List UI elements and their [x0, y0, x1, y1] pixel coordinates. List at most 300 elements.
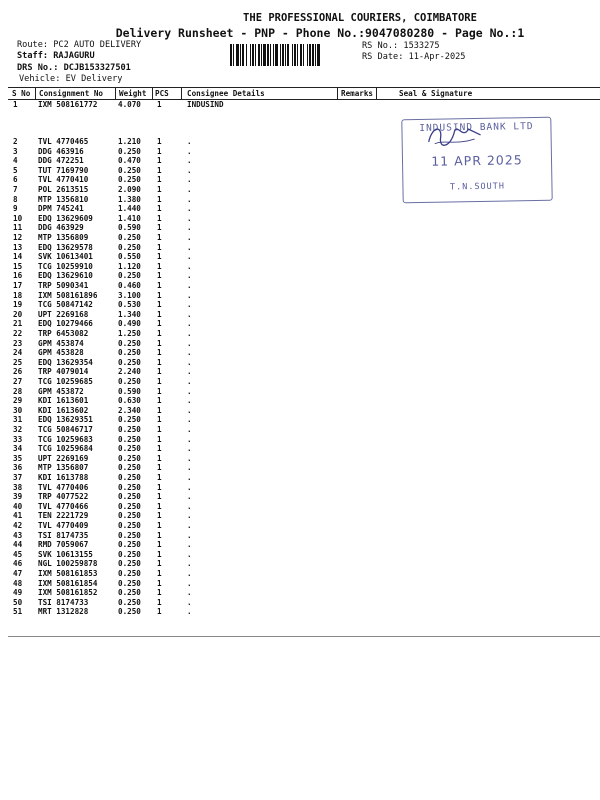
col-header-consignee: Consignee Details — [187, 89, 265, 98]
row-weight: 0.250 — [118, 233, 141, 242]
row-sno: 1 — [13, 100, 18, 109]
row-sno: 12 — [13, 233, 23, 242]
row-weight: 2.340 — [118, 405, 141, 415]
row-consignment: TRP 4079014 — [38, 367, 89, 377]
table-row — [0, 483, 600, 493]
col-divider — [337, 87, 338, 99]
table-row — [0, 387, 600, 397]
row-pcs: 1 — [157, 271, 162, 281]
row-consignment: UPT 2269168 — [38, 309, 89, 319]
row-consignment: MTP 1356810 — [38, 194, 89, 204]
row-sno: 9 — [13, 204, 18, 214]
row-pcs: 1 — [157, 511, 162, 521]
table-row — [0, 588, 600, 598]
row-pcs: 1 — [157, 405, 162, 415]
runsheet-title: Delivery Runsheet - PNP - Phone No.:9047080280 - Page No.:1 — [115, 26, 525, 40]
row-sno: 43 — [13, 530, 23, 540]
barcode-bar — [230, 44, 232, 66]
row-weight: 1.120 — [118, 261, 141, 271]
row-weight: 1.380 — [118, 194, 141, 204]
row-pcs: 1 — [157, 185, 162, 194]
row-pcs: 1 — [157, 473, 162, 482]
row-consignee: . — [187, 213, 192, 223]
row-weight: 1.410 — [118, 213, 141, 223]
row-weight: 0.250 — [118, 607, 141, 617]
row-weight: 0.250 — [118, 357, 141, 367]
row-sno: 36 — [13, 463, 23, 473]
table-row — [0, 233, 600, 243]
row-weight: 0.250 — [118, 578, 141, 588]
row-consignment: SVK 10613401 — [38, 252, 93, 262]
row-weight: 0.250 — [118, 146, 141, 156]
row-consignee: . — [187, 377, 192, 386]
table-row — [0, 281, 600, 291]
row-pcs: 1 — [157, 597, 162, 607]
row-pcs: 1 — [157, 329, 162, 338]
row-sno: 4 — [13, 156, 18, 166]
row-sno: 35 — [13, 453, 23, 463]
barcode-bar — [236, 44, 239, 66]
table-row — [0, 406, 600, 416]
row-weight: 2.090 — [118, 185, 141, 194]
row-consignment: SVK 10613155 — [38, 549, 93, 559]
barcode — [230, 44, 357, 66]
row-consignment: EDQ 13629351 — [38, 415, 93, 425]
row-pcs: 1 — [157, 146, 162, 156]
row-pcs: 1 — [157, 319, 162, 329]
row-weight: 0.530 — [118, 300, 141, 310]
barcode-bar — [233, 44, 234, 66]
row-weight: 0.250 — [118, 444, 141, 454]
row-sno: 25 — [13, 357, 23, 367]
row-consignment: MTP 1356809 — [38, 233, 89, 242]
row-weight: 0.250 — [118, 521, 141, 530]
row-pcs: 1 — [157, 223, 162, 233]
row-weight: 0.250 — [118, 569, 141, 578]
row-consignment: DDG 472251 — [38, 156, 84, 166]
row-consignee: . — [187, 281, 192, 290]
row-pcs: 1 — [157, 415, 162, 425]
table-row — [0, 531, 600, 541]
row-consignment: DDG 463916 — [38, 146, 84, 156]
row-pcs: 1 — [157, 357, 162, 367]
row-sno: 37 — [13, 473, 23, 482]
barcode-bar — [275, 44, 278, 66]
barcode-bar — [315, 44, 316, 66]
row-pcs: 1 — [157, 233, 162, 242]
row-pcs: 1 — [157, 386, 162, 396]
table-top-rule — [8, 87, 600, 88]
row-consignment: GPM 453872 — [38, 386, 84, 396]
row-weight: 0.250 — [118, 501, 141, 511]
row-sno: 33 — [13, 434, 23, 444]
row-sno: 6 — [13, 175, 18, 185]
barcode-bar — [303, 44, 304, 66]
table-row — [0, 579, 600, 589]
row-consignee: . — [187, 597, 192, 607]
row-weight: 0.590 — [118, 386, 141, 396]
row-sno: 40 — [13, 501, 23, 511]
row-consignee: . — [187, 137, 192, 146]
row-weight: 3.100 — [118, 290, 141, 300]
row-sno: 13 — [13, 242, 23, 252]
row-consignment: DPM 745241 — [38, 204, 84, 214]
row-consignee: . — [187, 204, 192, 214]
table-row — [0, 396, 600, 406]
rs-number: RS No.: 1533275 — [362, 41, 440, 51]
table-row — [0, 502, 600, 512]
row-consignment: GPM 453828 — [38, 348, 84, 358]
row-consignee: . — [187, 194, 192, 204]
barcode-bar — [252, 44, 254, 66]
row-sno: 48 — [13, 578, 23, 588]
barcode-bar — [267, 44, 269, 66]
row-pcs: 1 — [157, 252, 162, 262]
row-consignee: . — [187, 501, 192, 511]
row-weight: 0.250 — [118, 540, 141, 550]
row-consignment: TCG 10259683 — [38, 434, 93, 444]
row-sno: 27 — [13, 377, 23, 386]
row-weight: 0.490 — [118, 319, 141, 329]
row-sno: 50 — [13, 597, 23, 607]
row-weight: 1.210 — [118, 137, 141, 146]
row-consignment: EDQ 10279466 — [38, 319, 93, 329]
row-consignment: EDQ 13629609 — [38, 213, 93, 223]
row-weight: 0.250 — [118, 511, 141, 521]
row-consignee: . — [187, 348, 192, 358]
row-consignment: TVL 4770406 — [38, 482, 89, 492]
row-weight: 0.250 — [118, 271, 141, 281]
row-pcs: 1 — [157, 156, 162, 166]
barcode-bar — [307, 44, 308, 66]
row-sno: 44 — [13, 540, 23, 550]
row-weight: 0.250 — [118, 530, 141, 540]
row-consignment: KDI 1613788 — [38, 473, 89, 482]
row-weight: 0.250 — [118, 492, 141, 502]
row-consignee: . — [187, 367, 192, 377]
table-row — [0, 559, 600, 569]
table-row — [0, 243, 600, 253]
row-consignment: IXM 508161852 — [38, 588, 98, 598]
barcode-bar — [240, 44, 241, 66]
row-consignee: . — [187, 261, 192, 271]
table-row — [0, 511, 600, 521]
col-divider — [376, 87, 377, 99]
row-sno: 18 — [13, 290, 23, 300]
row-weight: 0.250 — [118, 348, 141, 358]
row-weight: 0.250 — [118, 453, 141, 463]
row-consignee: . — [187, 569, 192, 578]
row-sno: 19 — [13, 300, 23, 310]
barcode-bar — [258, 44, 260, 66]
row-sno: 10 — [13, 213, 23, 223]
row-weight: 0.250 — [118, 463, 141, 473]
drs-line — [17, 63, 131, 73]
barcode-bar — [263, 44, 266, 66]
row-sno: 15 — [13, 261, 23, 271]
row-pcs: 1 — [157, 444, 162, 454]
row-weight: 0.250 — [118, 597, 141, 607]
row-pcs: 1 — [157, 194, 162, 204]
row-consignee: . — [187, 521, 192, 530]
row-pcs: 1 — [157, 261, 162, 271]
table-row — [0, 223, 600, 233]
row-sno: 8 — [13, 194, 18, 204]
barcode-bar — [287, 44, 289, 66]
table-row — [0, 348, 600, 358]
table-row — [0, 463, 600, 473]
row-consignee: . — [187, 252, 192, 262]
row-sno: 23 — [13, 338, 23, 348]
row-consignment: KDI 1613602 — [38, 405, 89, 415]
row-sno: 26 — [13, 367, 23, 377]
barcode-bar — [273, 44, 274, 66]
table-bottom-rule — [8, 636, 600, 637]
row-consignment: TRP 6453082 — [38, 329, 89, 338]
table-row — [0, 271, 600, 281]
row-weight: 0.250 — [118, 549, 141, 559]
row-consignee: . — [187, 588, 192, 598]
row-weight: 1.440 — [118, 204, 141, 214]
row-sno: 41 — [13, 511, 23, 521]
row-consignee: . — [187, 271, 192, 281]
table-row — [0, 310, 600, 320]
row-pcs: 1 — [157, 463, 162, 473]
row-pcs: 1 — [157, 377, 162, 386]
row-consignment: IXM 508161854 — [38, 578, 98, 588]
barcode-bar — [250, 44, 251, 66]
row-consignee: . — [187, 242, 192, 252]
table-row — [0, 521, 600, 531]
row-pcs: 1 — [157, 137, 162, 146]
row-consignment: TRP 4077522 — [38, 492, 89, 502]
row-weight: 0.250 — [118, 425, 141, 434]
row-pcs: 1 — [157, 175, 162, 185]
row-consignment: TCG 10259684 — [38, 444, 93, 454]
row-consignee: . — [187, 146, 192, 156]
row-weight: 0.250 — [118, 434, 141, 444]
row-sno: 39 — [13, 492, 23, 502]
staff-name: RAJAGURU — [53, 51, 95, 61]
barcode-bar — [246, 44, 247, 66]
row-pcs: 1 — [157, 492, 162, 502]
barcode-bar — [294, 44, 296, 66]
col-header-seal: Seal & Signature — [399, 89, 473, 98]
row-consignee: . — [187, 386, 192, 396]
row-sno: 30 — [13, 405, 23, 415]
barcode-bar — [261, 44, 262, 66]
table-row — [0, 550, 600, 560]
table-row — [0, 425, 600, 435]
table-row — [0, 435, 600, 445]
row-pcs: 1 — [157, 530, 162, 540]
row-sno: 32 — [13, 425, 23, 434]
stamp-branch: T.N.SOUTH — [449, 181, 506, 193]
row-pcs: 1 — [157, 501, 162, 511]
row-weight: 0.470 — [118, 156, 141, 166]
barcode-bar — [242, 44, 244, 66]
row-weight: 0.250 — [118, 588, 141, 598]
row-consignment: RMD 7059067 — [38, 540, 89, 550]
row-pcs: 1 — [157, 204, 162, 214]
row-consignment: TCG 50847142 — [38, 300, 93, 310]
col-divider — [181, 87, 182, 99]
barcode-bar — [317, 44, 320, 66]
row-consignee: . — [187, 607, 192, 617]
row-sno: 47 — [13, 569, 23, 578]
row-pcs: 1 — [157, 549, 162, 559]
vehicle-label: Vehicle: EV Delivery — [19, 74, 123, 84]
row-pcs: 1 — [157, 290, 162, 300]
barcode-bar — [300, 44, 302, 66]
staff-line — [17, 51, 95, 61]
table-row — [0, 300, 600, 310]
row-consignment: TUT 7169790 — [38, 165, 89, 175]
barcode-bar — [285, 44, 286, 66]
row-pcs: 1 — [157, 309, 162, 319]
table-row — [0, 367, 600, 377]
row-consignment: MTP 1356807 — [38, 463, 89, 473]
col-divider — [152, 87, 153, 99]
row-consignee: . — [187, 309, 192, 319]
row-pcs: 1 — [157, 559, 162, 569]
row-sno: 29 — [13, 396, 23, 406]
row-pcs: 1 — [157, 100, 162, 109]
row-sno: 17 — [13, 281, 23, 290]
row-consignee: . — [187, 530, 192, 540]
row-consignee: . — [187, 165, 192, 175]
row-weight: 1.250 — [118, 329, 141, 338]
barcode-bar — [312, 44, 314, 66]
row-sno: 46 — [13, 559, 23, 569]
row-consignment: IXM 508161772 — [38, 100, 98, 109]
row-pcs: 1 — [157, 300, 162, 310]
table-row — [0, 569, 600, 579]
col-header-pcs: PCS — [155, 89, 169, 98]
row-sno: 11 — [13, 223, 23, 233]
barcode-bar — [255, 44, 256, 66]
row-consignment: IXM 508161853 — [38, 569, 98, 578]
row-weight: 1.340 — [118, 309, 141, 319]
table-row — [0, 100, 600, 110]
row-sno: 51 — [13, 607, 23, 617]
row-consignee: . — [187, 578, 192, 588]
row-pcs: 1 — [157, 578, 162, 588]
col-header-weight: Weight — [119, 89, 147, 98]
row-pcs: 1 — [157, 482, 162, 492]
row-pcs: 1 — [157, 588, 162, 598]
row-consignment: TCG 10259685 — [38, 377, 93, 386]
row-consignee: . — [187, 396, 192, 406]
table-row — [0, 454, 600, 464]
row-consignee: . — [187, 511, 192, 521]
row-consignee: . — [187, 482, 192, 492]
row-sno: 45 — [13, 549, 23, 559]
row-sno: 3 — [13, 146, 18, 156]
rs-date: RS Date: 11-Apr-2025 — [362, 52, 466, 62]
stamp-bank-name: INDUSIND BANK LTD — [419, 121, 534, 135]
row-consignee: . — [187, 559, 192, 569]
row-consignment: IXM 508161896 — [38, 290, 98, 300]
row-sno: 34 — [13, 444, 23, 454]
row-consignee: . — [187, 175, 192, 185]
row-consignment: GPM 453874 — [38, 338, 84, 348]
row-sno: 5 — [13, 165, 18, 175]
row-consignee: . — [187, 540, 192, 550]
signature-scribble — [424, 121, 484, 150]
row-consignee: INDUSIND — [187, 100, 224, 109]
row-weight: 0.250 — [118, 242, 141, 252]
row-consignment: TCG 50846717 — [38, 425, 93, 434]
row-consignee: . — [187, 434, 192, 444]
table-row — [0, 540, 600, 550]
staff-label: Staff: — [17, 51, 49, 61]
col-divider — [115, 87, 116, 99]
barcode-bar — [280, 44, 281, 66]
row-consignment: TCG 10259910 — [38, 261, 93, 271]
table-row — [0, 415, 600, 425]
company-title: THE PROFESSIONAL COURIERS, COIMBATORE — [243, 12, 477, 24]
row-weight: 0.250 — [118, 165, 141, 175]
barcode-bar — [309, 44, 311, 66]
row-pcs: 1 — [157, 521, 162, 530]
row-consignment: TSI 8174733 — [38, 597, 89, 607]
row-sno: 14 — [13, 252, 23, 262]
row-consignee: . — [187, 223, 192, 233]
row-consignment: TVL 4770409 — [38, 521, 89, 530]
row-weight: 0.630 — [118, 396, 141, 406]
row-sno: 24 — [13, 348, 23, 358]
row-sno: 31 — [13, 415, 23, 425]
row-consignee: . — [187, 156, 192, 166]
table-row — [0, 339, 600, 349]
row-consignee: . — [187, 473, 192, 482]
row-consignment: EDQ 13629354 — [38, 357, 93, 367]
row-consignment: TVL 4770466 — [38, 501, 89, 511]
row-consignee: . — [187, 492, 192, 502]
row-pcs: 1 — [157, 396, 162, 406]
row-consignee: . — [187, 425, 192, 434]
row-pcs: 1 — [157, 434, 162, 444]
route-label: Route: PC2 AUTO DELIVERY — [17, 40, 142, 50]
row-consignee: . — [187, 444, 192, 454]
row-consignee: . — [187, 415, 192, 425]
table-row — [0, 291, 600, 301]
barcode-bar — [270, 44, 271, 66]
bank-stamp — [401, 117, 552, 204]
row-consignee: . — [187, 463, 192, 473]
row-consignee: . — [187, 329, 192, 338]
row-consignee: . — [187, 233, 192, 242]
row-sno: 42 — [13, 521, 23, 530]
drs-number: DCJB153327501 — [63, 63, 131, 73]
col-header-remarks: Remarks — [341, 89, 374, 98]
row-pcs: 1 — [157, 348, 162, 358]
row-sno: 49 — [13, 588, 23, 598]
row-weight: 0.250 — [118, 559, 141, 569]
barcode-bar — [297, 44, 298, 66]
col-header-consignment: Consignment No — [39, 89, 104, 98]
row-weight: 0.460 — [118, 281, 141, 290]
row-consignment: TRP 5090341 — [38, 281, 89, 290]
row-consignee: . — [187, 319, 192, 329]
table-row — [0, 252, 600, 262]
row-weight: 2.240 — [118, 367, 141, 377]
row-consignee: . — [187, 290, 192, 300]
row-consignee: . — [187, 357, 192, 367]
row-consignee: . — [187, 185, 192, 194]
barcode-bar — [292, 44, 293, 66]
